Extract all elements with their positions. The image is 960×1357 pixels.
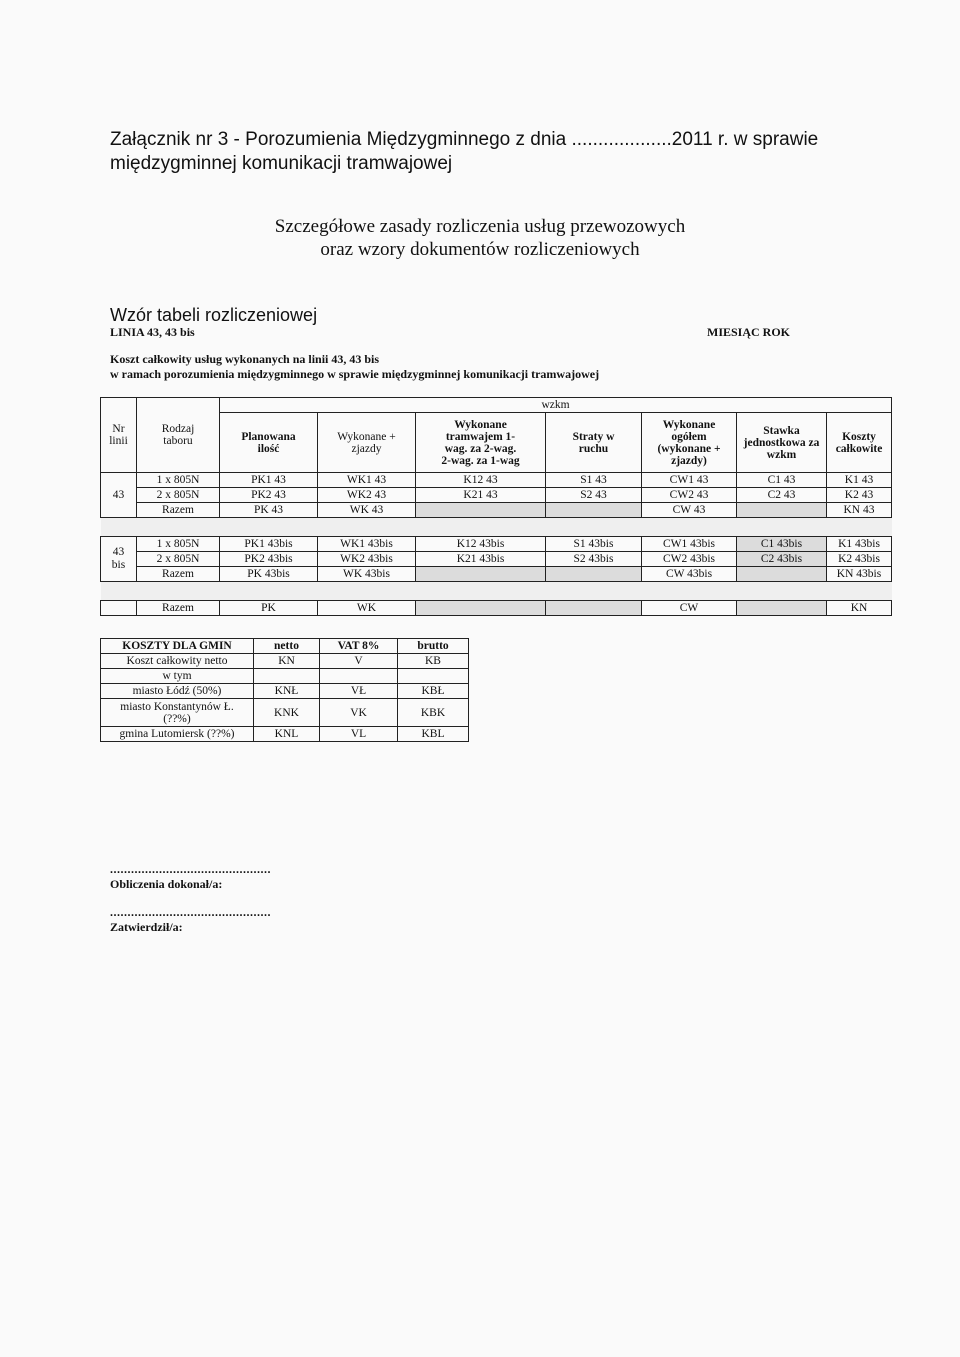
table-cell: K2 43 [827, 488, 892, 503]
separator-row [101, 582, 892, 601]
table-cell: 1 x 805N [137, 537, 220, 552]
table-cell [737, 567, 827, 582]
table-row [101, 537, 892, 552]
table-cell [546, 503, 642, 518]
table-row [101, 473, 892, 488]
table-cell [737, 601, 827, 616]
table-cell [101, 601, 137, 616]
attachment-header-line1: Załącznik nr 3 - Porozumienia Międzygminnego z dnia ...................2011 r. w sprawie [110, 129, 819, 150]
header-netto: netto [254, 639, 320, 654]
header-nr-linii: Nr linii [101, 398, 137, 473]
settlement-table [100, 397, 892, 616]
table-cell: PK 43 [220, 503, 318, 518]
line-label: LINIA 43, 43 bis [110, 325, 195, 339]
table-cell: 2 x 805N [137, 552, 220, 567]
separator-row [101, 518, 892, 537]
table-cell: WK 43 [318, 503, 416, 518]
table-row [101, 654, 469, 669]
table-cell: KBK [398, 699, 469, 727]
table-cell: C2 43 [737, 488, 827, 503]
header-ogolem: Wykonane ogółem (wykonane + zjazdy) [642, 413, 737, 473]
table-cell: PK1 43bis [220, 537, 318, 552]
table-cell: C1 43bis [737, 537, 827, 552]
month-year-label: MIESIĄC ROK [707, 325, 791, 339]
table-cell: PK1 43 [220, 473, 318, 488]
table-cell: 1 x 805N [137, 473, 220, 488]
table-cell: CW1 43bis [642, 537, 737, 552]
table-cell [320, 669, 398, 684]
cost-description [110, 352, 599, 382]
table-row [101, 684, 469, 699]
total-row [101, 601, 892, 616]
municipal-costs-table [100, 638, 469, 742]
table-cell: KNL [254, 727, 320, 742]
table-template-subtitle: Wzór tabeli rozliczeniowej [110, 305, 318, 325]
header-rodzaj-taboru: Rodzaj taboru [137, 398, 220, 473]
table-cell [546, 567, 642, 582]
table-cell: KBL [398, 727, 469, 742]
table-cell: CW2 43bis [642, 552, 737, 567]
table-cell: KNK [254, 699, 320, 727]
document-title-line2: oraz wzory dokumentów rozliczeniowych [320, 239, 640, 260]
table-cell [737, 503, 827, 518]
table-cell: KN [827, 601, 892, 616]
header-tramwajem: Wykonane tramwajem 1-wag. za 2-wag. 2-wag. za 1-wag [416, 413, 546, 473]
table-cell: CW1 43 [642, 473, 737, 488]
cost-description-line2: w ramach porozumienia międzygminnego w sprawie międzygminnej komunikacji tramwajowej [110, 367, 600, 381]
header-stawka: Stawka jednostkowa za wzkm [737, 413, 827, 473]
table-cell: C1 43 [737, 473, 827, 488]
header-zjazdy: Wykonane + zjazdy [318, 413, 416, 473]
table-cell [416, 601, 546, 616]
table-row [101, 567, 892, 582]
attachment-header-line2: międzygminnej komunikacji tramwajowej [110, 153, 453, 174]
header-straty: Straty w ruchu [546, 413, 642, 473]
table-cell: C2 43bis [737, 552, 827, 567]
line-43-label: 43 [101, 473, 137, 518]
header-koszty: Koszty całkowite [827, 413, 892, 473]
approved-by-label: Zatwierdził/a: [110, 920, 183, 934]
table-cell: PK2 43bis [220, 552, 318, 567]
table-cell: PK [220, 601, 318, 616]
table-cell: Razem [137, 567, 220, 582]
table-cell: WK [318, 601, 416, 616]
header-planowana: Planowana ilość [220, 413, 318, 473]
table-cell: V [320, 654, 398, 669]
signature-line-1: .............................................. [110, 862, 271, 876]
table-cell: PK2 43 [220, 488, 318, 503]
table-cell: miasto Konstantynów Ł. (??%) [101, 699, 254, 727]
signature-line-2: .............................................. [110, 905, 271, 919]
table-cell [398, 669, 469, 684]
header-brutto: brutto [398, 639, 469, 654]
table-cell: K21 43bis [416, 552, 546, 567]
table-cell [546, 601, 642, 616]
table-cell: WK2 43bis [318, 552, 416, 567]
table-cell [254, 669, 320, 684]
header-koszty-dla-gmin: KOSZTY DLA GMIN [101, 639, 254, 654]
table-cell: Koszt całkowity netto [101, 654, 254, 669]
table-cell: VK [320, 699, 398, 727]
table-cell: K1 43bis [827, 537, 892, 552]
table-cell: KN 43bis [827, 567, 892, 582]
table-cell: WK 43bis [318, 567, 416, 582]
table-cell: K2 43bis [827, 552, 892, 567]
table-cell: VL [320, 727, 398, 742]
document-title-line1: Szczegółowe zasady rozliczenia usług przewozowych [274, 216, 686, 237]
table-cell [416, 567, 546, 582]
table-cell: CW 43bis [642, 567, 737, 582]
table-cell: miasto Łódź (50%) [101, 684, 254, 699]
table-row [101, 488, 892, 503]
table-row [101, 727, 469, 742]
table-cell: S2 43bis [546, 552, 642, 567]
calculated-by-label: Obliczenia dokonał/a: [110, 877, 223, 891]
table-cell: K12 43bis [416, 537, 546, 552]
table-cell: KN 43 [827, 503, 892, 518]
table-cell: K12 43 [416, 473, 546, 488]
table-cell: 2 x 805N [137, 488, 220, 503]
table-cell: gmina Lutomiersk (??%) [101, 727, 254, 742]
table-cell: WK1 43bis [318, 537, 416, 552]
cost-description-line1: Koszt całkowity usług wykonanych na linii 43, 43 bis [110, 352, 380, 366]
table-cell [416, 503, 546, 518]
table-cell: WK1 43 [318, 473, 416, 488]
table-cell: WK2 43 [318, 488, 416, 503]
table-row [101, 669, 469, 684]
table-cell: PK 43bis [220, 567, 318, 582]
table-cell: KN [254, 654, 320, 669]
header-wzkm: wzkm [220, 398, 892, 413]
table-cell: S1 43bis [546, 537, 642, 552]
table-cell: KBŁ [398, 684, 469, 699]
table-cell: CW [642, 601, 737, 616]
header-vat: VAT 8% [320, 639, 398, 654]
table-cell: S2 43 [546, 488, 642, 503]
table-cell: CW2 43 [642, 488, 737, 503]
table-row [101, 503, 892, 518]
document-title [0, 215, 960, 261]
table-cell: K1 43 [827, 473, 892, 488]
table-row [101, 699, 469, 727]
table-cell: Razem [137, 601, 220, 616]
table-cell: KNŁ [254, 684, 320, 699]
table-cell: S1 43 [546, 473, 642, 488]
table-cell: Razem [137, 503, 220, 518]
table-cell: KB [398, 654, 469, 669]
table-cell: VŁ [320, 684, 398, 699]
attachment-header [110, 128, 818, 176]
table-row [101, 552, 892, 567]
table-cell: CW 43 [642, 503, 737, 518]
table-cell: K21 43 [416, 488, 546, 503]
table-cell: w tym [101, 669, 254, 684]
line-43bis-label: 43 bis [101, 537, 137, 582]
